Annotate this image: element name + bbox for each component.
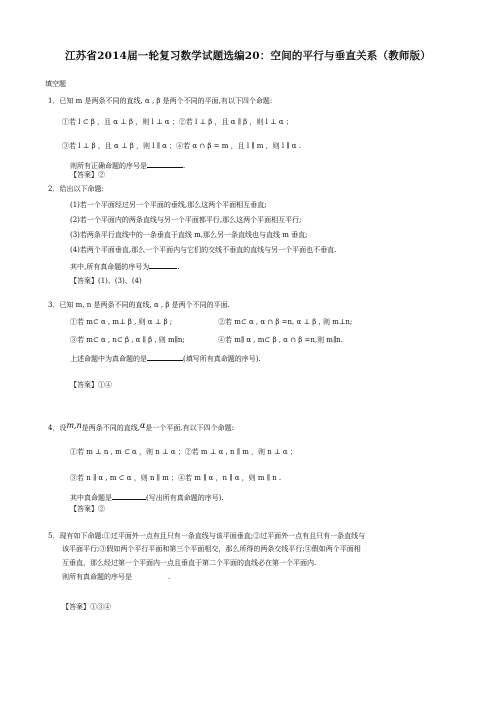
q4-stem-end: 是一个平面,有以下四个命题:	[145, 424, 234, 432]
q1-stem: 1．已知 m 是两条不同的直线, α , β 是两个不同的平面,有以下四个命题:	[48, 97, 273, 105]
q2-question-text: 其中,所有真命题的序号为	[70, 263, 150, 271]
q4-answer-blank	[112, 492, 146, 500]
q2-proposition-4: (4)若两个平面垂直,那么一个平面内与它们的交线不垂直的直线与另一个平面也不垂直.	[70, 246, 337, 254]
document-title: 江苏省2014届一轮复习数学试题选编20：空间的平行与垂直关系（教师版）	[64, 50, 432, 62]
q4-question	[70, 492, 224, 503]
q5-question-end: .	[168, 573, 171, 581]
q4-stem	[48, 423, 234, 433]
q3-question-end: (填写所有真命题的序号).	[183, 355, 261, 363]
q1-answer-blank	[147, 160, 186, 170]
q4-stem-variables: m,n	[66, 421, 82, 430]
q2-question-end: .	[177, 263, 180, 271]
q1-question-end: .	[183, 162, 186, 170]
q4-stem-alpha: α	[139, 421, 146, 430]
q4-stem-middle: 是两条不同的直线,	[81, 424, 140, 432]
q5-question	[62, 573, 170, 582]
q1-question	[70, 160, 185, 171]
q5-answer: 【答案】①③④	[62, 603, 111, 611]
q3-answer-blank	[147, 353, 183, 361]
q1-question-text: 则所有正确命题的序号是	[70, 162, 147, 170]
q2-question	[70, 261, 179, 272]
q4-question-end: (写出所有真命题的序号).	[146, 494, 224, 502]
q3-question-text: 上述命题中为真命题的是	[70, 355, 147, 363]
q2-answer: 【答案】(1)、(3)、(4)	[70, 277, 142, 285]
q2-proposition-3: (3)若两条平行直线中的一条垂直于直线 m,那么另一条直线也与直线 m 垂直;	[70, 231, 308, 239]
q3-option-3: ③若 m⊂ α , n⊂ β , α ∥ β , 则 m∥n;	[70, 336, 185, 344]
q4-stem-number: 4．设	[48, 424, 67, 432]
q3-question	[70, 353, 261, 364]
q1-options-line-2: ③若 l ⊥ β ，且 α ⊥ β ，则 l ∥ α ；④若 α ∩ β = m ，且 l ∥ m ，则 l ∥ α .	[62, 142, 301, 150]
q1-answer: 【答案】②	[70, 171, 105, 179]
q2-proposition-1: (1)若一个平面经过另一个平面的垂线,那么这两个平面相互垂直;	[70, 201, 267, 209]
q5-question-text: 则所有真命题的序号是	[62, 573, 132, 581]
q4-answer: 【答案】②	[70, 505, 105, 513]
q2-answer-blank	[149, 261, 180, 271]
q3-option-1: ①若 m⊂ α , m⊥ β , 则 α ⊥ β ;	[70, 318, 173, 326]
q3-answer: 【答案】①④	[70, 381, 112, 389]
q4-question-text: 其中真命题是	[70, 494, 112, 502]
q1-options-line-1: ①若 l ⊂ β ，且 α ⊥ β ，则 l ⊥ α ；②若 l ⊥ β ，且 α ∥ β ，则 l ⊥ α ；	[62, 118, 293, 126]
q4-options-line-1: ①若 m ⊥ n , m ⊂ α ，则 n ⊥ α ；②若 m ⊥ α , n ∥ m ，则 n ⊥ α ；	[70, 448, 297, 456]
q2-stem: 2．给出以下命题:	[48, 185, 104, 193]
q4-options-line-2: ③若 n ∥ α , m ⊂ α ，则 n ∥ m ；④若 m ∥ α ，n ∥ α ，则 m ∥ n .	[70, 474, 282, 482]
q5-text-line-1: 5．现有如下命题:①过平面外一点有且只有一条直线与该平面垂直;②过平面外一点有且只有一条直线与	[48, 532, 366, 540]
q2-proposition-2: (2)若一个平面内的两条直线与另一个平面都平行,那么这两个平面相互平行;	[70, 216, 302, 224]
q5-text-line-2: 该平面平行;③假如两个平行平面和第三个平面相交，那么所得的两条交线平行;④假如两个平面相	[62, 545, 361, 553]
q3-stem: 3．已知 m, n 是两条不同的直线, α , β 是两个不同的平面.	[48, 301, 230, 309]
section-heading: 填空题	[45, 80, 66, 88]
q5-text-line-3: 互垂直，那么经过第一个平面内一点且垂直于第二个平面的直线必在第一个平面内.	[62, 559, 317, 567]
q3-option-2: ②若 m⊂ α , α ∩ β =n, α ⊥ β , 则 m⊥n;	[218, 318, 353, 326]
q3-option-4: ④若 m∥ α , m⊂ β , α ∩ β =n,则 m∥n.	[218, 336, 343, 344]
